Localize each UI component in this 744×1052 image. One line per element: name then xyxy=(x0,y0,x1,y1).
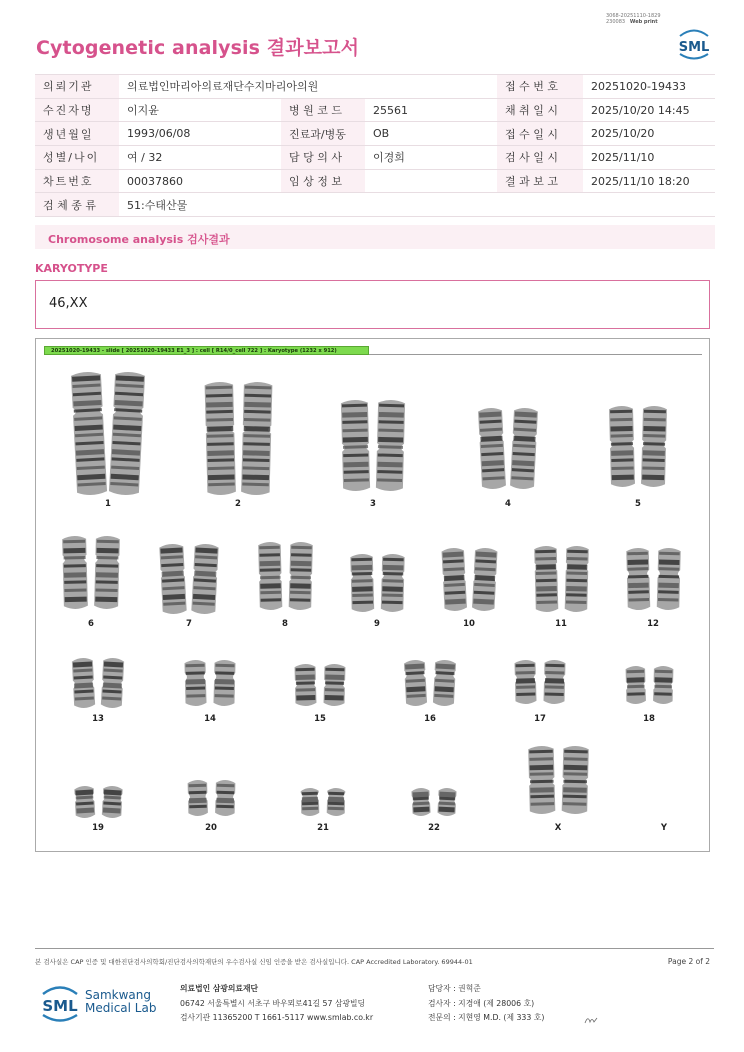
hospital-code-label: 병 원 코 드 xyxy=(281,98,365,122)
info-row xyxy=(35,169,715,193)
chromosome-label-3: 3 xyxy=(370,499,376,509)
chromosome-pair-graphic-19 xyxy=(75,785,122,819)
chromosome-label-17: 17 xyxy=(534,714,546,724)
chromosome-label-12: 12 xyxy=(647,619,659,629)
chromosome-pair-1 xyxy=(74,371,142,500)
chromosome-label-7: 7 xyxy=(186,619,192,629)
chromosome-pair-21 xyxy=(301,787,345,821)
chromosome-pair-graphic-X xyxy=(529,745,588,815)
collection-dt-label: 채 취 일 시 xyxy=(497,98,583,122)
chromosome-pair-17 xyxy=(515,659,565,709)
chromosome-pair-graphic-6 xyxy=(63,535,119,610)
karyotype-value: 46,XX xyxy=(49,296,88,311)
section-header xyxy=(35,225,715,249)
receipt-no-label: 접 수 번 호 xyxy=(497,75,583,99)
chromosome-pair-graphic-20 xyxy=(188,779,235,817)
karyogram-header-rule xyxy=(369,354,702,355)
accreditation-note: 본 검사실은 CAP 인증 및 대한진단검사의학회/진단검사의학재단의 우수검사실 신임 인증을 받은 검사실입니다. CAP Accredited Laboratory. 69944-01 xyxy=(35,958,473,966)
chromosome-pair-graphic-15 xyxy=(295,663,345,707)
chromosome-label-19: 19 xyxy=(92,823,104,833)
chromosome-pair-13 xyxy=(73,657,123,713)
karyotype-label: KARYOTYPE xyxy=(35,262,108,275)
chromosome-pair-graphic-2 xyxy=(206,381,271,496)
chromosome-pair-graphic-3 xyxy=(342,399,404,492)
brand-line2: Medical Lab xyxy=(85,1001,157,1015)
chromosome-pair-10 xyxy=(443,547,496,616)
clinical-value xyxy=(365,169,497,193)
sml-logo xyxy=(674,27,714,61)
dept-value: OB xyxy=(365,122,497,146)
receipt-date-value: 2025/10/20 xyxy=(583,122,715,146)
chromosome-label-9: 9 xyxy=(374,619,380,629)
karyogram-image xyxy=(35,338,710,852)
chromosome-pair-graphic-21 xyxy=(301,787,345,817)
chromosome-pair-graphic-17 xyxy=(515,659,565,705)
chromosome-pair-graphic-5 xyxy=(610,405,666,488)
chromosome-pair-20 xyxy=(188,779,235,821)
chromosome-label-1: 1 xyxy=(105,499,111,509)
brand-line1: Samkwang xyxy=(85,988,151,1002)
chromosome-pair-graphic-16 xyxy=(405,659,455,707)
chromosome-label-5: 5 xyxy=(635,499,641,509)
foundation-contact: 검사기관 11365200 T 1661-5117 www.smlab.co.kr xyxy=(180,1013,374,1022)
specimen-value: 51:수태산물 xyxy=(119,193,715,217)
chromosome-pair-19 xyxy=(75,785,122,823)
test-date-label: 검 사 일 시 xyxy=(497,146,583,170)
karyotype-box xyxy=(35,280,710,329)
chromosome-pair-graphic-1 xyxy=(74,371,142,496)
chromosome-pair-8 xyxy=(259,541,312,615)
chromosome-pair-graphic-22 xyxy=(412,787,456,817)
info-row xyxy=(35,122,715,146)
requesting-org-label: 의뢰기관 xyxy=(35,75,119,99)
logo-text: SML xyxy=(678,40,710,55)
chromosome-pair-5 xyxy=(610,405,666,492)
chromosome-pair-2 xyxy=(206,381,271,500)
section-title: Chromosome analysis 검사결과 xyxy=(48,233,230,246)
chromosome-label-15: 15 xyxy=(314,714,326,724)
chromosome-pair-graphic-10 xyxy=(443,547,496,612)
chromosome-pair-graphic-9 xyxy=(351,553,404,613)
receipt-date-label: 접 수 일 시 xyxy=(497,122,583,146)
patient-name-value: 이지윤 xyxy=(119,98,281,122)
chromosome-label-11: 11 xyxy=(555,619,567,629)
chromosome-pair-X xyxy=(529,745,588,819)
chromosome-label-18: 18 xyxy=(643,714,655,724)
chromosome-pair-11 xyxy=(535,545,588,617)
chromosome-label-Y: Y xyxy=(660,823,668,833)
staff-info xyxy=(428,982,544,1026)
chromosome-label-10: 10 xyxy=(463,619,475,629)
chromosome-label-20: 20 xyxy=(205,823,217,833)
karyogram-header: 20251020-19433 - slide [ 20251020-19433 E1_3 ] : cell [ R14/0_cell 722 ] : Karyotype (1232 x 912) xyxy=(44,346,369,355)
foundation-info xyxy=(180,982,373,1026)
chart-no-value: 00037860 xyxy=(119,169,281,193)
info-row xyxy=(35,75,715,99)
collection-dt-value: 2025/10/20 14:45 xyxy=(583,98,715,122)
patient-info-table xyxy=(35,74,715,217)
info-row xyxy=(35,146,715,170)
top-note xyxy=(606,13,661,25)
chromosome-pair-graphic-13 xyxy=(73,657,123,709)
sex-age-label: 성별/나이 xyxy=(35,146,119,170)
dob-label: 생년월일 xyxy=(35,122,119,146)
receipt-no-value: 20251020-19433 xyxy=(583,75,715,99)
chromosome-label-2: 2 xyxy=(235,499,241,509)
chromosome-pair-3 xyxy=(342,399,404,496)
chromosome-pair-14 xyxy=(185,659,235,711)
top-note-label: Web print xyxy=(629,19,658,25)
chromosome-label-21: 21 xyxy=(317,823,329,833)
info-row xyxy=(35,193,715,217)
chromosome-label-22: 22 xyxy=(428,823,440,833)
signature xyxy=(583,1011,599,1030)
sml-footer-logo xyxy=(38,982,82,1024)
dob-value: 1993/06/08 xyxy=(119,122,281,146)
chromosome-pair-graphic-18 xyxy=(626,665,673,705)
foundation-name: 의료법인 삼광의료재단 xyxy=(180,984,259,993)
clinical-label: 임 상 정 보 xyxy=(281,169,365,193)
brand-name xyxy=(85,989,156,1015)
chromosome-pair-graphic-11 xyxy=(535,545,588,613)
info-row xyxy=(35,98,715,122)
chromosome-pair-6 xyxy=(63,535,119,614)
chromosome-label-X: X xyxy=(554,823,562,833)
chromosome-label-6: 6 xyxy=(88,619,94,629)
foundation-address: 06742 서울특별시 서초구 바우뫼로41길 57 삼광빌딩 xyxy=(180,998,366,1008)
chromosome-pair-15 xyxy=(295,663,345,711)
report-dt-label: 결 과 보 고 xyxy=(497,169,583,193)
doctor-value: 이경희 xyxy=(365,146,497,170)
chromosome-label-13: 13 xyxy=(92,714,104,724)
dept-label: 진료과/병동 xyxy=(281,122,365,146)
staff-manager: 담당자 : 권혁준 xyxy=(428,984,481,993)
top-note-id: 230083 xyxy=(606,19,626,25)
chromosome-pair-graphic-14 xyxy=(185,659,235,707)
doctor-label: 담 당 의 사 xyxy=(281,146,365,170)
chromosome-pair-7 xyxy=(161,543,217,619)
report-title: Cytogenetic analysis 결과보고서 xyxy=(36,37,360,59)
chromosome-pair-graphic-12 xyxy=(627,547,680,611)
chromosome-label-14: 14 xyxy=(204,714,216,724)
chromosome-pair-18 xyxy=(626,665,673,709)
chromosome-label-8: 8 xyxy=(282,619,288,629)
chromosome-pair-22 xyxy=(412,787,456,821)
sex-age-value: 여 / 32 xyxy=(119,146,281,170)
test-date-value: 2025/11/10 xyxy=(583,146,715,170)
chromosome-label-16: 16 xyxy=(424,714,436,724)
chromosome-pair-graphic-4 xyxy=(480,407,536,490)
footer-divider xyxy=(35,948,714,949)
top-note-line1: 3068-20251110-1829 xyxy=(606,13,661,19)
chromosome-label-4: 4 xyxy=(505,499,511,509)
chromosome-pair-12 xyxy=(627,547,680,615)
chromosome-pair-9 xyxy=(351,553,404,617)
patient-name-label: 수진자명 xyxy=(35,98,119,122)
requesting-org-value: 의료법인마리아의료재단수지마리아의원 xyxy=(119,75,497,99)
hospital-code-value: 25561 xyxy=(365,98,497,122)
chart-no-label: 차트번호 xyxy=(35,169,119,193)
staff-tester: 검사자 : 지경애 (제 28006 호) xyxy=(428,998,535,1008)
page-number: Page 2 of 2 xyxy=(667,957,710,966)
chromosome-pair-graphic-8 xyxy=(259,541,312,611)
chromosome-pair-graphic-7 xyxy=(161,543,217,615)
staff-specialist: 전문의 : 지현영 M.D. (제 333 호) xyxy=(428,1013,545,1022)
svg-text:SML: SML xyxy=(42,997,78,1015)
specimen-label: 검 체 종 류 xyxy=(35,193,119,217)
report-dt-value: 2025/11/10 18:20 xyxy=(583,169,715,193)
chromosome-pair-4 xyxy=(480,407,536,494)
chromosome-pair-16 xyxy=(405,659,455,711)
